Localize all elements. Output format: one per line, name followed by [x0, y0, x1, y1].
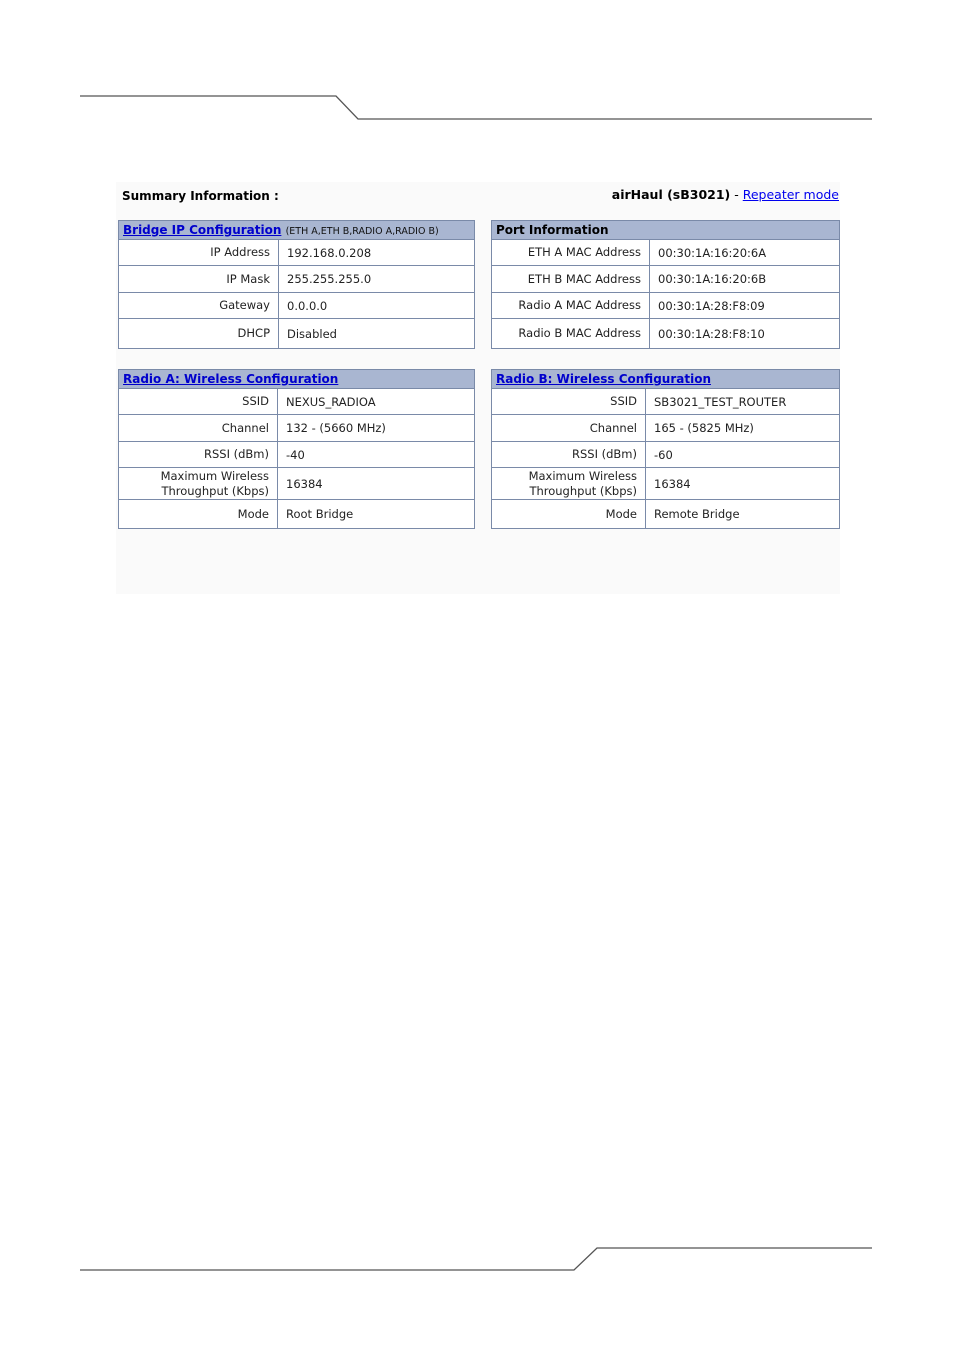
radio-a-rssi-value: -40	[278, 442, 475, 468]
radio-b-throughput-value: 16384	[646, 468, 840, 500]
table-row	[119, 442, 475, 468]
radio-b-rssi-label: RSSI (dBm)	[492, 442, 646, 468]
radio-a-throughput-label: Maximum Wireless Throughput (Kbps)	[119, 468, 278, 500]
eth-a-mac-label: ETH A MAC Address	[492, 240, 650, 266]
radio-b-mac-value: 00:30:1A:28:F8:10	[650, 319, 840, 349]
radio-b-config-table	[491, 369, 840, 529]
port-info-table	[491, 220, 840, 349]
table-row	[119, 293, 475, 319]
table-row	[119, 319, 475, 349]
table-row	[119, 389, 475, 415]
radio-b-throughput-label: Maximum Wireless Throughput (Kbps)	[492, 468, 646, 500]
ip-address-value: 192.168.0.208	[279, 240, 475, 266]
device-name: airHaul (sB3021)	[611, 187, 731, 202]
table-row	[492, 415, 840, 442]
dhcp-label: DHCP	[119, 319, 279, 349]
eth-b-mac-value: 00:30:1A:16:20:6B	[650, 266, 840, 293]
table-row	[492, 500, 840, 529]
table-row	[119, 415, 475, 442]
dhcp-value: Disabled	[279, 319, 475, 349]
radio-a-config-table	[118, 369, 475, 529]
bottom-rule	[80, 1248, 872, 1270]
separator: -	[730, 187, 743, 202]
radio-a-mode-label: Mode	[119, 500, 278, 529]
table-row	[492, 266, 840, 293]
port-info-header: Port Information	[492, 221, 840, 240]
radio-b-mac-label: Radio B MAC Address	[492, 319, 650, 349]
table-row	[492, 319, 840, 349]
ip-mask-label: IP Mask	[119, 266, 279, 293]
eth-a-mac-value: 00:30:1A:16:20:6A	[650, 240, 840, 266]
radio-b-mode-value: Remote Bridge	[646, 500, 840, 529]
table-row	[492, 442, 840, 468]
repeater-mode-link[interactable]: Repeater mode	[742, 187, 839, 202]
radio-a-ssid-value: NEXUS_RADIOA	[278, 389, 475, 415]
radio-a-mac-value: 00:30:1A:28:F8:09	[650, 293, 840, 319]
table-row	[119, 266, 475, 293]
bridge-ip-header	[119, 221, 475, 240]
radio-a-mode-value: Root Bridge	[278, 500, 475, 529]
radio-a-channel-value: 132 - (5660 MHz)	[278, 415, 475, 442]
radio-a-ssid-label: SSID	[119, 389, 278, 415]
radio-a-mac-label: Radio A MAC Address	[492, 293, 650, 319]
radio-b-ssid-label: SSID	[492, 389, 646, 415]
eth-b-mac-label: ETH B MAC Address	[492, 266, 650, 293]
radio-a-config-link[interactable]: Radio A: Wireless Configuration	[123, 372, 339, 386]
radio-b-header	[492, 370, 840, 389]
radio-b-channel-label: Channel	[492, 415, 646, 442]
device-mode-line	[612, 187, 839, 202]
radio-a-throughput-value: 16384	[278, 468, 475, 500]
gateway-label: Gateway	[119, 293, 279, 319]
radio-a-header	[119, 370, 475, 389]
table-row	[119, 240, 475, 266]
bridge-ip-config-table	[118, 220, 475, 349]
radio-b-ssid-value: SB3021_TEST_ROUTER	[646, 389, 840, 415]
table-row	[492, 240, 840, 266]
radio-a-rssi-label: RSSI (dBm)	[119, 442, 278, 468]
ip-address-label: IP Address	[119, 240, 279, 266]
radio-b-mode-label: Mode	[492, 500, 646, 529]
ip-mask-value: 255.255.255.0	[279, 266, 475, 293]
table-row	[492, 293, 840, 319]
radio-a-channel-label: Channel	[119, 415, 278, 442]
top-rule	[80, 96, 872, 119]
gateway-value: 0.0.0.0	[279, 293, 475, 319]
table-row	[492, 389, 840, 415]
radio-b-channel-value: 165 - (5825 MHz)	[646, 415, 840, 442]
radio-b-rssi-value: -60	[646, 442, 840, 468]
table-row	[119, 468, 475, 500]
table-row	[492, 468, 840, 500]
summary-title: Summary Information :	[122, 189, 279, 203]
bridge-ip-config-link[interactable]: Bridge IP Configuration	[123, 223, 282, 237]
radio-b-config-link[interactable]: Radio B: Wireless Configuration	[496, 372, 711, 386]
table-row	[119, 500, 475, 529]
bridge-ip-note: (ETH A,ETH B,RADIO A,RADIO B)	[285, 226, 439, 237]
